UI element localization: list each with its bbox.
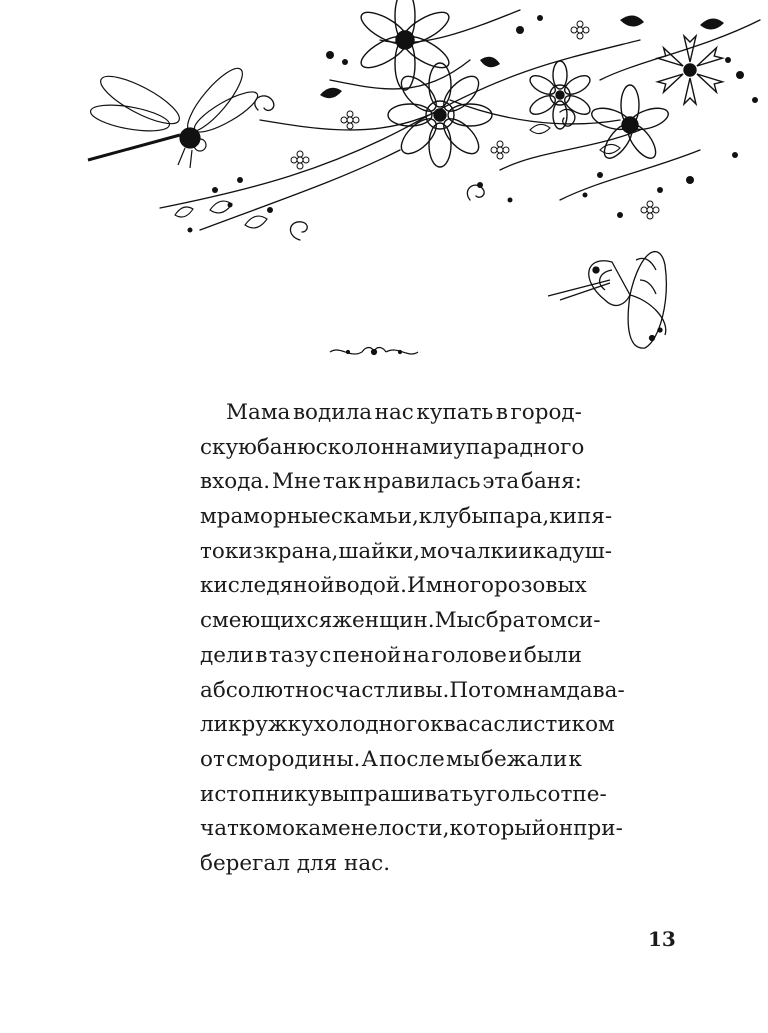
word: у <box>453 434 466 460</box>
word: после <box>379 746 445 772</box>
word: при- <box>573 816 623 842</box>
word: ледяной <box>239 573 335 599</box>
word: пеной <box>332 642 402 668</box>
word: окаменелости, <box>282 816 450 842</box>
word: так <box>322 469 362 495</box>
word: кваса <box>430 712 494 738</box>
text-line <box>200 569 587 604</box>
word: с <box>473 608 486 634</box>
word: розовых <box>494 573 587 599</box>
word: с <box>227 573 240 599</box>
word: баня: <box>521 469 582 495</box>
flourish-divider-icon <box>328 341 420 363</box>
text-line <box>200 396 582 431</box>
word: нравилась <box>362 469 481 495</box>
word: с <box>315 434 328 460</box>
floral-illustration <box>0 0 768 360</box>
word: эта <box>482 469 520 495</box>
word: город- <box>510 400 582 425</box>
word: от <box>200 746 225 772</box>
word: си- <box>566 608 601 634</box>
word: и <box>518 538 533 564</box>
word: парадного <box>465 434 585 460</box>
word: Мама <box>226 400 291 425</box>
word: водила <box>292 400 373 425</box>
word: ток <box>200 538 239 564</box>
word: водой. <box>334 573 408 599</box>
word: ли <box>200 712 228 738</box>
word: купать <box>416 400 494 425</box>
word: входа. <box>200 469 271 495</box>
word: смородины. <box>226 746 361 772</box>
word: женщин. <box>332 608 435 634</box>
word: шайки, <box>338 538 421 564</box>
word: бежали <box>481 746 568 772</box>
word: И <box>407 573 426 599</box>
word: отпе- <box>547 781 607 807</box>
word: абсолютно <box>200 677 323 703</box>
word: он <box>545 816 574 842</box>
word: кружку <box>228 712 314 738</box>
word: который <box>449 816 546 842</box>
word: были <box>523 642 582 668</box>
word: из <box>238 538 265 564</box>
word: и <box>508 642 523 668</box>
word: нас <box>374 400 414 425</box>
text-line <box>200 674 625 709</box>
text-line <box>200 708 615 743</box>
word: мы <box>445 746 480 772</box>
body-paragraph <box>200 396 625 882</box>
word: с <box>493 712 506 738</box>
word: много <box>425 573 494 599</box>
word: дели <box>200 642 254 668</box>
word: истопнику <box>200 781 321 807</box>
word: крана, <box>264 538 339 564</box>
word: мраморные <box>200 504 331 530</box>
word: на <box>402 642 430 668</box>
word: скую <box>200 434 257 460</box>
word: кадуш- <box>532 538 612 564</box>
word: баню <box>256 434 316 460</box>
dragonfly-icon <box>88 62 262 168</box>
text-line <box>200 465 582 500</box>
word: к <box>568 746 582 772</box>
word: с <box>535 781 548 807</box>
word: чатком <box>200 816 283 842</box>
word: уголь <box>473 781 536 807</box>
word: с <box>319 642 332 668</box>
word: клубы <box>418 504 489 530</box>
word: дава- <box>566 677 625 703</box>
butterfly-icon <box>548 252 666 349</box>
word: Мы <box>434 608 474 634</box>
word: счастливы. <box>322 677 450 703</box>
page-number: 13 <box>648 927 676 951</box>
text-line: берегал для нас. <box>200 850 391 876</box>
text-line <box>200 604 601 639</box>
word: мочалки <box>420 538 519 564</box>
text-line <box>200 812 623 847</box>
word: в <box>255 642 268 668</box>
word: смеющихся <box>200 608 333 634</box>
word: Потом <box>449 677 523 703</box>
word: нам <box>522 677 567 703</box>
word: голове <box>431 642 507 668</box>
word: колоннами <box>327 434 454 460</box>
word: кипя- <box>549 504 613 530</box>
word: выпрашивать <box>320 781 474 807</box>
word: ки <box>200 573 228 599</box>
text-line <box>200 639 582 674</box>
word: тазу <box>268 642 318 668</box>
word: холодного <box>313 712 431 738</box>
text-line <box>200 535 612 570</box>
word: братом <box>485 608 567 634</box>
word: листиком <box>505 712 615 738</box>
word: пара, <box>488 504 550 530</box>
word: А <box>361 746 378 772</box>
word: скамьи, <box>330 504 419 530</box>
word: Мне <box>271 469 322 495</box>
text-line <box>200 778 607 813</box>
text-line <box>200 500 613 535</box>
text-line <box>200 743 582 778</box>
word: в <box>495 400 508 425</box>
text-line <box>200 431 585 466</box>
